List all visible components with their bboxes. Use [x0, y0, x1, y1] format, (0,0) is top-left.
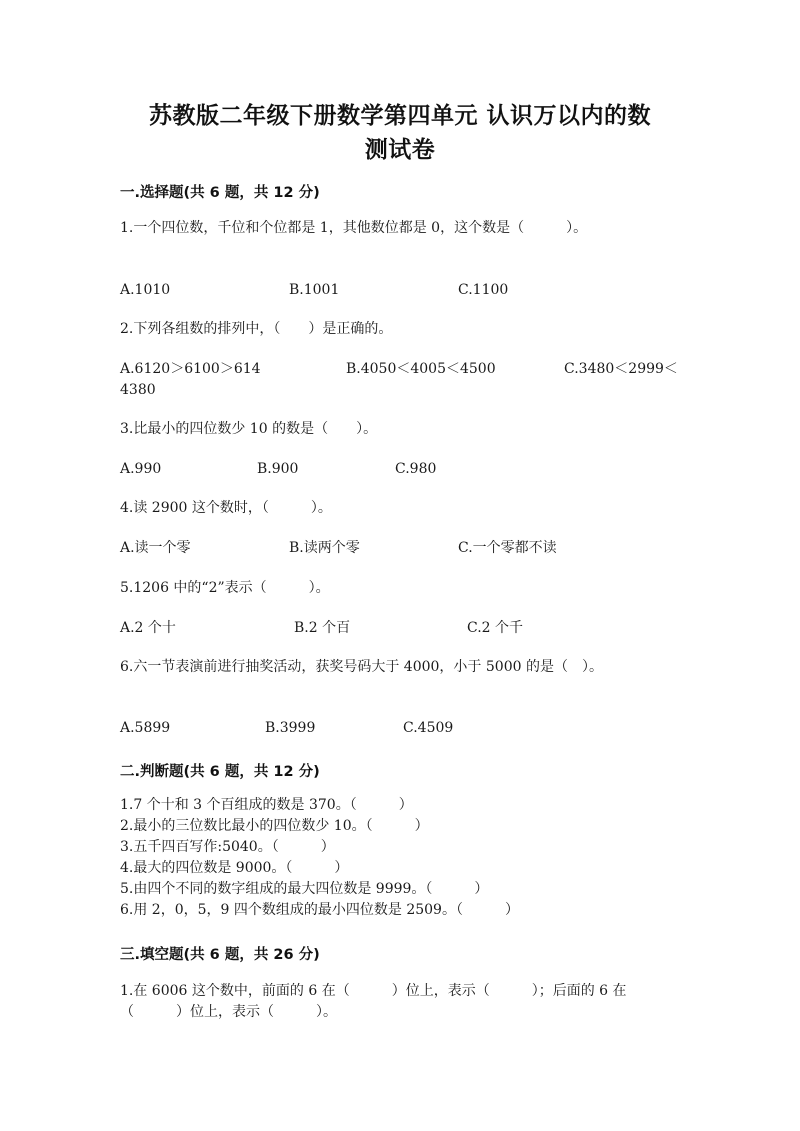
option-c: C.980	[395, 461, 437, 477]
option-b: B.1001	[289, 282, 340, 298]
option-c: C.4509	[403, 720, 454, 736]
option-b: B.读两个零	[289, 540, 360, 556]
judge-item: 3.五千四百写作:5040。（ ）	[120, 839, 335, 855]
section-heading-fill: 三.填空题(共 6 题，共 26 分)	[120, 947, 320, 963]
question-stem: 3.比最小的四位数少 10 的数是（ ）。	[120, 421, 378, 437]
judge-item: 1.7 个十和 3 个百组成的数是 370。（ ）	[120, 797, 413, 813]
page-title: 苏教版二年级下册数学第四单元 认识万以内的数	[148, 103, 651, 129]
option-c: C.1100	[458, 282, 509, 298]
question-stem: 1.一个四位数，千位和个位都是 1，其他数位都是 0，这个数是（ ）。	[120, 220, 588, 236]
option-a: A.读一个零	[120, 540, 191, 556]
question-stem: 4.读 2900 这个数时，（ ）。	[120, 500, 332, 516]
fill-item: 1.在 6006 这个数中，前面的 6 在（ ）位上，表示（ ）；后面的 6 在	[120, 983, 627, 999]
option-c: C.2 个千	[467, 620, 524, 636]
judge-item: 4.最大的四位数是 9000。（ ）	[120, 860, 349, 876]
page-title-line2: 测试卷	[364, 137, 436, 163]
option-c: C.3480＜2999＜	[564, 361, 678, 377]
option-b: B.4050＜4005＜4500	[346, 361, 496, 377]
question-stem: 6.六一节表演前进行抽奖活动，获奖号码大于 4000，小于 5000 的是（ ）。	[120, 659, 603, 675]
option-b: B.2 个百	[294, 620, 351, 636]
option-b: B.3999	[265, 720, 316, 736]
judge-item: 6.用 2，0，5，9 四个数组成的最小四位数是 2509。（ ）	[120, 902, 519, 918]
option-a: A.990	[120, 461, 162, 477]
judge-item: 2.最小的三位数比最小的四位数少 10。（ ）	[120, 818, 429, 834]
judge-item: 5.由四个不同的数字组成的最大四位数是 9999。（ ）	[120, 881, 489, 897]
section-heading-judge: 二.判断题(共 6 题，共 12 分)	[120, 764, 320, 780]
question-stem: 5.1206 中的“2”表示（ ）。	[120, 580, 330, 596]
option-a: A.2 个十	[120, 620, 176, 636]
question-stem: 2.下列各组数的排列中，（ ）是正确的。	[120, 321, 393, 337]
option-a: A.1010	[120, 282, 171, 298]
option-c: C.一个零都不读	[458, 540, 557, 556]
section-heading-choice: 一.选择题(共 6 题，共 12 分)	[120, 185, 320, 201]
option-a: A.6120＞6100＞614	[120, 361, 261, 377]
option-b: B.900	[257, 461, 299, 477]
fill-item-continued: （ ）位上，表示（ ）。	[120, 1004, 337, 1020]
option-a: A.5899	[120, 720, 171, 736]
option-c-continued: 4380	[120, 382, 156, 398]
